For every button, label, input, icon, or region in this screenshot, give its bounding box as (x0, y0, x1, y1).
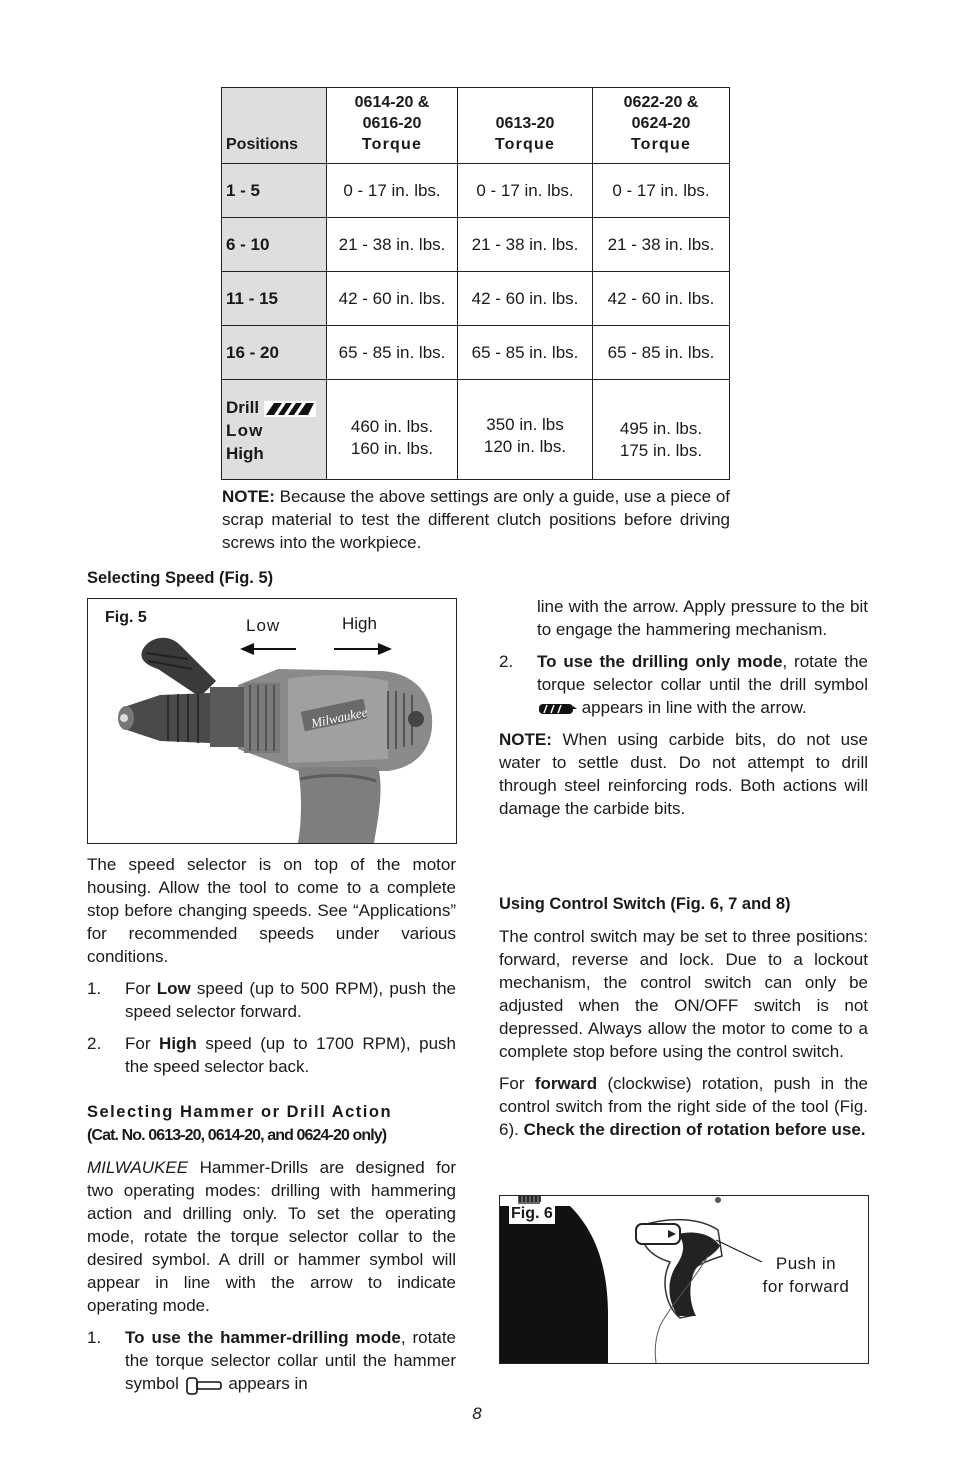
table-cell: 21 - 38 in. lbs. (593, 218, 730, 272)
speed-text (87, 853, 456, 1078)
hammer-text (87, 1156, 456, 1395)
table-row-drill (222, 380, 730, 480)
hammer-symbol-icon (184, 1375, 224, 1395)
carbide-note: NOTE: When using carbide bits, do not use water to settle dust. Do not attempt to drill through steel reinforcing rods. Both actions will damage the carbide bits. (499, 730, 868, 818)
right-text-top (499, 595, 868, 820)
figure-label: Fig. 6 (511, 1205, 553, 1222)
table-row (222, 272, 730, 326)
drill-symbol-icon (537, 701, 577, 717)
speed-heading: Selecting Speed (Fig. 5) (87, 569, 274, 587)
row-position: 6 - 10 (222, 218, 327, 272)
hammer-subheading: (Cat. No. 0613-20, 0614-20, and 0624-20 only) (87, 1127, 387, 1144)
table-cell-drill: 460 in. lbs. 160 in. lbs. (327, 380, 458, 480)
switch-paragraph: The control switch may be set to three positions: forward, reverse and lock. Due to a lockout mechanism, the control switch can only be adjusted when the ON/OFF switch is not depressed. Always allow the motor to come to a complete stop before using the control switch. (499, 927, 868, 1061)
table-header-row (222, 88, 730, 164)
table-cell-drill: 350 in. lbs 120 in. lbs. (458, 380, 593, 480)
table-row (222, 218, 730, 272)
header-positions: Positions (222, 88, 327, 164)
list-item: 2. To use the drilling only mode, rotate the torque selector collar until the drill symbol appears in line with the arrow. (499, 652, 868, 717)
header-col3: 0622-20 & 0624-20 Torque (593, 88, 730, 164)
table-row (222, 326, 730, 380)
table-cell: 0 - 17 in. lbs. (593, 164, 730, 218)
table-cell: 21 - 38 in. lbs. (327, 218, 458, 272)
speed-paragraph: The speed selector is on top of the motor housing. Allow the tool to come to a complete stop before changing speeds. See “Applications” for recommended speeds under various conditions. (87, 855, 456, 966)
row-position: 11 - 15 (222, 272, 327, 326)
table-cell: 65 - 85 in. lbs. (458, 326, 593, 380)
row-position-drill: Drill Low High (222, 380, 327, 480)
high-arrow-icon (334, 643, 392, 655)
switch-text (499, 925, 868, 1141)
list-item: 1. To use the hammer-drilling mode, rotate the torque selector collar until the hammer symbol appears in (87, 1328, 456, 1393)
list-item: 1. For Low speed (up to 500 RPM), push the speed selector forward. (87, 979, 456, 1021)
low-label: Low (246, 616, 281, 635)
table-cell: 65 - 85 in. lbs. (593, 326, 730, 380)
figure-label: Fig. 5 (105, 609, 147, 626)
drill-symbol-icon (264, 401, 316, 417)
switch-heading: Using Control Switch (Fig. 6, 7 and 8) (499, 895, 791, 913)
high-label: High (342, 614, 377, 633)
table-cell-drill: 495 in. lbs. 175 in. lbs. (593, 380, 730, 480)
table-cell: 0 - 17 in. lbs. (458, 164, 593, 218)
table-note: NOTE: Because the above settings are only a guide, use a piece of scrap material to test the different clutch positions before driving screws into the workpiece. (222, 487, 730, 552)
hammer-paragraph: MILWAUKEE Hammer-Drills are designed for two operating modes: drilling with hammering action and drilling only. To set the operating mode, rotate the torque selector collar to the desired symbol. A drill or hammer symbol will appear in line with the arrow to indicate operating mode. (87, 1158, 456, 1315)
header-col2: 0613-20 Torque (458, 88, 593, 164)
table-cell: 42 - 60 in. lbs. (593, 272, 730, 326)
table-row (222, 164, 730, 218)
table-cell: 42 - 60 in. lbs. (327, 272, 458, 326)
table-cell: 21 - 38 in. lbs. (458, 218, 593, 272)
header-col1: 0614-20 & 0616-20 Torque (327, 88, 458, 164)
forward-paragraph: For forward (clockwise) rotation, push in the control switch from the right side of the tool (Fig. 6). Check the direction of rotation before use. (499, 1074, 868, 1139)
torque-table (221, 87, 730, 480)
hammer-heading: Selecting Hammer or Drill Action (87, 1103, 393, 1121)
drill-illustration (88, 599, 456, 843)
table-cell: 65 - 85 in. lbs. (327, 326, 458, 380)
milwaukee-logo: Milwaukee (309, 704, 369, 731)
row-position: 16 - 20 (222, 326, 327, 380)
callout-text: Push in for forward (762, 1254, 850, 1296)
page-number: 8 (472, 1404, 482, 1423)
figure-5 (87, 598, 457, 844)
figure-6 (499, 1195, 869, 1364)
continued-text: line with the arrow. Apply pressure to the bit to engage the hammering mechanism. (537, 597, 868, 639)
table-cell: 0 - 17 in. lbs. (327, 164, 458, 218)
table-cell: 42 - 60 in. lbs. (458, 272, 593, 326)
row-position: 1 - 5 (222, 164, 327, 218)
list-item: 2. For High speed (up to 1700 RPM), push the speed selector back. (87, 1034, 456, 1076)
low-arrow-icon (240, 643, 296, 655)
